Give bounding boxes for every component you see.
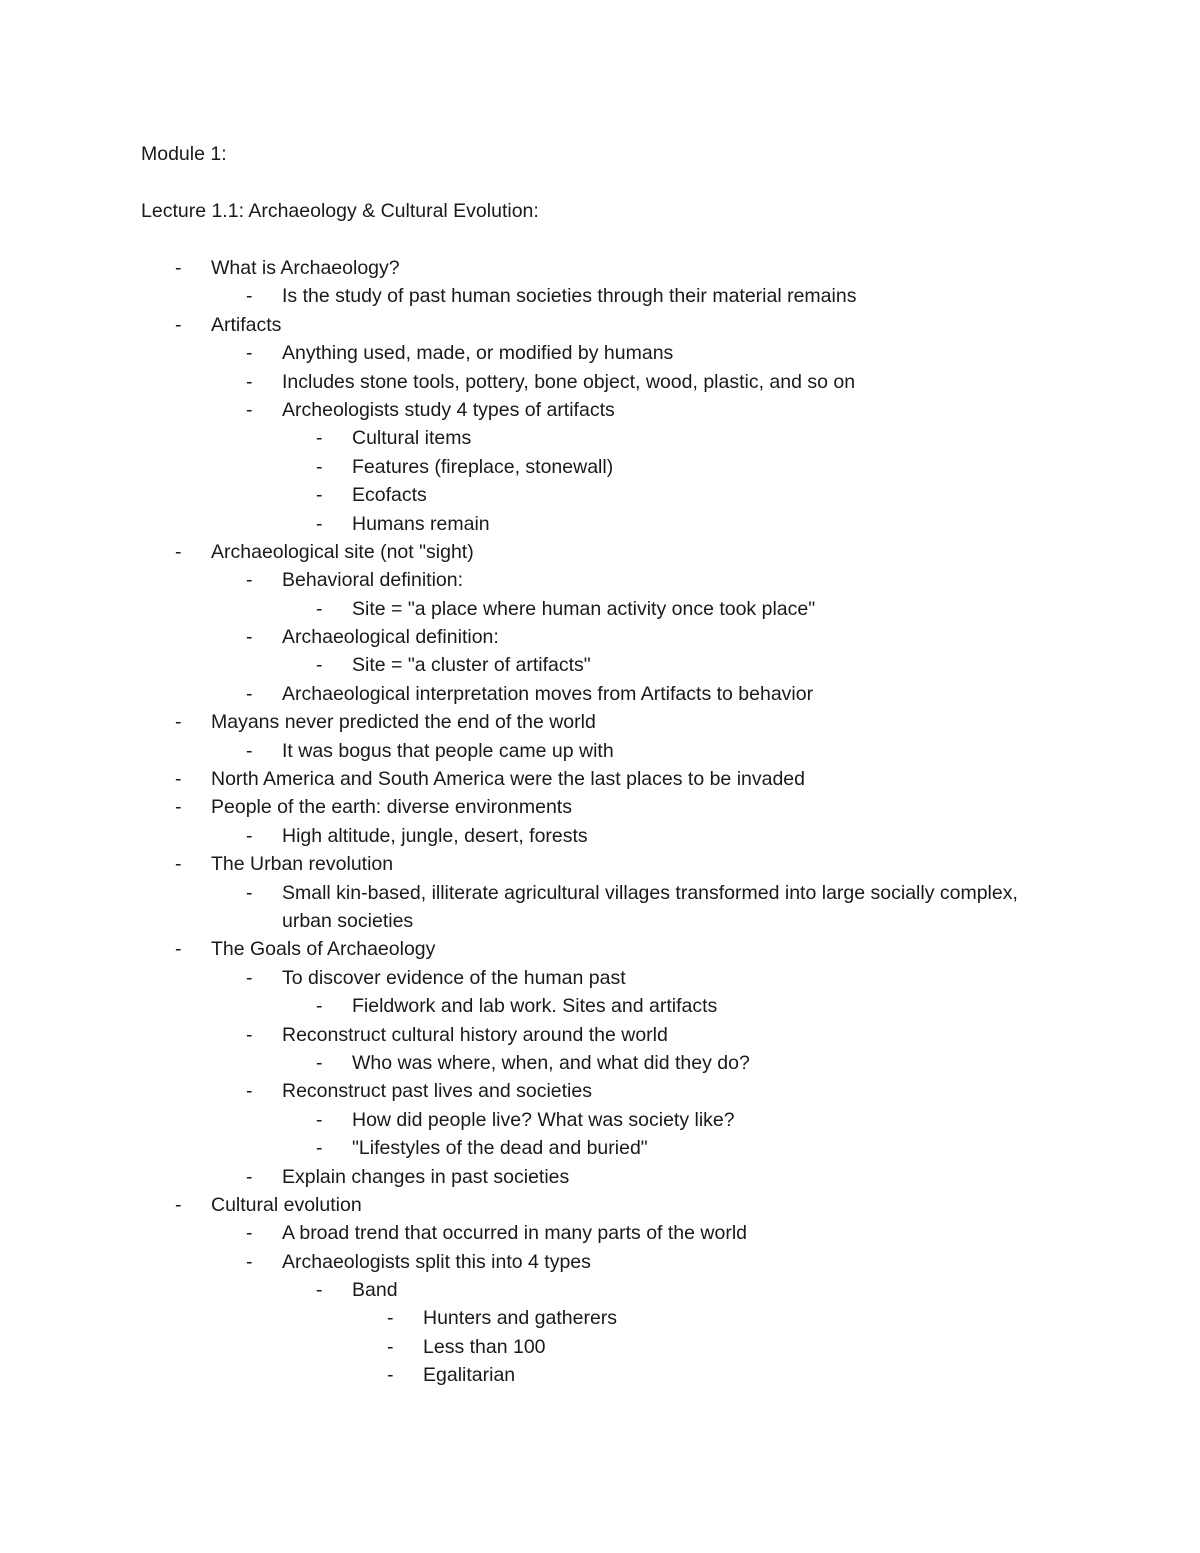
outline-item-level-3 <box>0 424 1200 452</box>
outline-item-level-1 <box>0 254 1200 282</box>
outline-item-text: Site = "a cluster of artifacts" <box>352 654 591 677</box>
outline-item-level-2 <box>0 1248 1200 1276</box>
outline-item-level-2 <box>0 368 1200 396</box>
outline-item-level-3 <box>0 481 1200 509</box>
outline-item-level-3 <box>0 1106 1200 1134</box>
outline-item-level-3 <box>0 1276 1200 1304</box>
outline-item-level-2 <box>0 737 1200 765</box>
outline-item-text: Artifacts <box>211 313 282 336</box>
outline-item-level-1 <box>0 850 1200 878</box>
bullet-dash: - <box>175 540 182 563</box>
bullet-dash: - <box>246 370 253 393</box>
bullet-dash: - <box>246 1222 253 1245</box>
bullet-dash: - <box>246 626 253 649</box>
outline-item-text: Is the study of past human societies through their material remains <box>282 285 857 308</box>
outline-item-level-4 <box>0 1333 1200 1361</box>
bullet-dash: - <box>246 881 253 904</box>
outline-item-level-1 <box>0 1191 1200 1219</box>
bullet-dash: - <box>316 1279 323 1302</box>
outline-item-text: Fieldwork and lab work. Sites and artifacts <box>352 995 718 1018</box>
bullet-dash: - <box>316 654 323 677</box>
outline-item-text: Archeologists study 4 types of artifacts <box>282 398 615 421</box>
outline-item-level-2 <box>0 680 1200 708</box>
bullet-dash: - <box>387 1307 394 1330</box>
outline-item-level-3 <box>0 453 1200 481</box>
outline-item-text: A broad trend that occurred in many parts of the world <box>282 1222 748 1245</box>
outline-item-text: North America and South America were the last places to be invaded <box>211 768 805 791</box>
outline-item-text: Cultural items <box>352 427 472 450</box>
outline-item-text: Cultural evolution <box>211 1193 362 1216</box>
bullet-dash: - <box>246 1250 253 1273</box>
outline-item-text: Explain changes in past societies <box>282 1165 570 1188</box>
outline-item-level-2 <box>0 822 1200 850</box>
outline-item-level-1 <box>0 311 1200 339</box>
bullet-dash: - <box>175 853 182 876</box>
outline-item-text: Humans remain <box>352 512 490 535</box>
bullet-dash: - <box>175 313 182 336</box>
bullet-dash: - <box>175 768 182 791</box>
outline-item-text: Less than 100 <box>423 1335 546 1358</box>
bullet-dash: - <box>246 285 253 308</box>
outline-item-text: The Goals of Archaeology <box>211 938 436 961</box>
outline-item-text: Who was where, when, and what did they do? <box>352 1051 750 1074</box>
outline-item-text: People of the earth: diverse environments <box>211 796 572 819</box>
outline-item-level-2 <box>0 339 1200 367</box>
outline-item-level-2 <box>0 566 1200 594</box>
outline-item-level-1 <box>0 708 1200 736</box>
outline-item-level-3 <box>0 1049 1200 1077</box>
outline-item-level-1 <box>0 935 1200 963</box>
outline-item-text: Archaeological site (not "sight) <box>211 540 474 563</box>
outline-item-level-1 <box>0 538 1200 566</box>
outline-item-text: To discover evidence of the human past <box>282 966 626 989</box>
outline-item-text: Features (fireplace, stonewall) <box>352 455 614 478</box>
outline-item-text: Small kin-based, illiterate agricultural villages transformed into large socially complex, urban societies <box>282 881 1018 932</box>
outline-item-text: It was bogus that people came up with <box>282 739 614 762</box>
bullet-dash: - <box>175 257 182 279</box>
outline-item-text: Behavioral definition: <box>282 569 464 592</box>
outline-item-text: Includes stone tools, pottery, bone object, wood, plastic, and so on <box>282 370 856 393</box>
outline-item-level-3 <box>0 992 1200 1020</box>
outline-item-level-1 <box>0 793 1200 821</box>
bullet-dash: - <box>316 1051 323 1074</box>
bullet-dash: - <box>246 739 253 762</box>
bullet-dash: - <box>316 1137 323 1160</box>
bullet-dash: - <box>246 966 253 989</box>
bullet-dash: - <box>246 398 253 421</box>
outline-item-level-2 <box>0 1077 1200 1105</box>
bullet-dash: - <box>246 1165 253 1188</box>
outline-item-text: Site = "a place where human activity once took place" <box>352 597 816 620</box>
outline-item-text: What is Archaeology? <box>211 257 400 279</box>
bullet-dash: - <box>246 342 253 365</box>
outline-item-text: High altitude, jungle, desert, forests <box>282 824 588 847</box>
outline-item-level-3 <box>0 1134 1200 1162</box>
outline-item-level-2 <box>0 1021 1200 1049</box>
outline-item-text: "Lifestyles of the dead and buried" <box>352 1137 648 1160</box>
outline-item-text: Egalitarian <box>423 1364 516 1387</box>
bullet-dash: - <box>316 597 323 620</box>
outline-item-level-2 <box>0 879 1200 936</box>
outline-item-text: How did people live? What was society like? <box>352 1108 735 1131</box>
outline-item-text: Mayans never predicted the end of the world <box>211 711 596 734</box>
outline-item-level-2 <box>0 964 1200 992</box>
bullet-dash: - <box>246 569 253 592</box>
outline-item-level-3 <box>0 595 1200 623</box>
lecture-title: Lecture 1.1: Archaeology & Cultural Evolution: <box>141 200 539 222</box>
outline-item-text: Reconstruct past lives and societies <box>282 1080 592 1103</box>
bullet-dash: - <box>246 824 253 847</box>
outline-item-text: Archaeological definition: <box>282 626 499 649</box>
outline-item-level-3 <box>0 651 1200 679</box>
bullet-dash: - <box>316 512 323 535</box>
notes-outline <box>0 254 1200 1390</box>
bullet-dash: - <box>316 1108 323 1131</box>
outline-item-level-2 <box>0 282 1200 310</box>
outline-item-level-1 <box>0 765 1200 793</box>
outline-item-text: The Urban revolution <box>211 853 394 876</box>
bullet-dash: - <box>175 938 182 961</box>
bullet-dash: - <box>246 1023 253 1046</box>
outline-item-level-2 <box>0 1219 1200 1247</box>
bullet-dash: - <box>387 1335 394 1358</box>
bullet-dash: - <box>246 682 253 705</box>
outline-item-level-2 <box>0 396 1200 424</box>
outline-item-level-3 <box>0 510 1200 538</box>
outline-item-text: Hunters and gatherers <box>423 1307 618 1330</box>
bullet-dash: - <box>387 1364 394 1387</box>
outline-item-text: Reconstruct cultural history around the world <box>282 1023 668 1046</box>
outline-item-text: Band <box>352 1279 398 1302</box>
bullet-dash: - <box>175 1193 182 1216</box>
bullet-dash: - <box>316 427 323 450</box>
bullet-dash: - <box>246 1080 253 1103</box>
bullet-dash: - <box>316 484 323 507</box>
outline-item-level-2 <box>0 623 1200 651</box>
bullet-dash: - <box>175 711 182 734</box>
bullet-dash: - <box>316 455 323 478</box>
outline-item-text: Archaeological interpretation moves from Artifacts to behavior <box>282 682 814 705</box>
outline-item-level-4 <box>0 1361 1200 1389</box>
bullet-dash: - <box>316 995 323 1018</box>
outline-item-text: Ecofacts <box>352 484 427 507</box>
outline-item-level-4 <box>0 1304 1200 1332</box>
bullet-dash: - <box>175 796 182 819</box>
module-title: Module 1: <box>141 143 227 165</box>
outline-item-text: Archaeologists split this into 4 types <box>282 1250 591 1273</box>
outline-item-level-2 <box>0 1163 1200 1191</box>
outline-item-text: Anything used, made, or modified by humans <box>282 342 674 365</box>
